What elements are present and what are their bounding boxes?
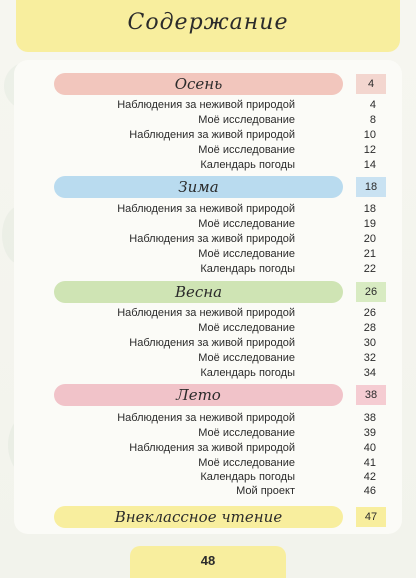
toc-entry[interactable] bbox=[60, 366, 390, 380]
toc-entry[interactable] bbox=[60, 470, 390, 484]
toc-entry[interactable] bbox=[60, 456, 390, 470]
season-heading-extra-reading[interactable]: Внеклассное чтение bbox=[54, 506, 343, 528]
toc-entry[interactable] bbox=[60, 411, 390, 425]
season-page-badge-spring: 26 bbox=[356, 282, 386, 302]
toc-entry-page: 26 bbox=[363, 307, 376, 319]
toc-entry[interactable] bbox=[60, 158, 390, 172]
toc-entry-text: Моё исследование bbox=[198, 114, 295, 126]
toc-entry[interactable] bbox=[60, 247, 390, 261]
toc-entry-text: Моё исследование bbox=[198, 248, 295, 260]
toc-entry[interactable] bbox=[60, 128, 390, 142]
toc-entry-page: 34 bbox=[363, 367, 376, 379]
toc-entry-text: Наблюдения за неживой природой bbox=[117, 99, 295, 111]
page-title: Содержание bbox=[127, 10, 289, 35]
toc-entry[interactable] bbox=[60, 321, 390, 335]
toc-entry[interactable] bbox=[60, 232, 390, 246]
toc-entry-text: Наблюдения за живой природой bbox=[129, 442, 295, 454]
toc-entry-text: Наблюдения за живой природой bbox=[129, 129, 295, 141]
toc-entry-text: Мой проект bbox=[236, 485, 295, 497]
toc-entry[interactable] bbox=[60, 98, 390, 112]
toc-entry-page: 8 bbox=[369, 114, 376, 126]
season-heading-autumn[interactable]: Осень bbox=[54, 73, 343, 95]
toc-entry-page: 21 bbox=[363, 248, 376, 260]
toc-entry-page: 32 bbox=[363, 352, 376, 364]
toc-entry-page: 14 bbox=[363, 159, 376, 171]
toc-entry-text: Календарь погоды bbox=[200, 471, 295, 483]
toc-entry-page: 19 bbox=[363, 218, 376, 230]
toc-entry[interactable] bbox=[60, 306, 390, 320]
toc-entry-text: Моё исследование bbox=[198, 427, 295, 439]
toc-entry-page: 40 bbox=[363, 442, 376, 454]
toc-entry[interactable] bbox=[60, 441, 390, 455]
toc-entry[interactable] bbox=[60, 351, 390, 365]
toc-entry-page: 39 bbox=[363, 427, 376, 439]
toc-entry-text: Календарь погоды bbox=[200, 367, 295, 379]
season-page-badge-extra-reading: 47 bbox=[356, 507, 386, 527]
toc-entry[interactable] bbox=[60, 202, 390, 216]
toc-entry-page: 20 bbox=[363, 233, 376, 245]
page-number: 48 bbox=[200, 553, 216, 568]
toc-entry-text: Календарь погоды bbox=[200, 263, 295, 275]
toc-entry[interactable] bbox=[60, 143, 390, 157]
toc-entry-page: 4 bbox=[369, 99, 376, 111]
toc-entry-page: 28 bbox=[363, 322, 376, 334]
toc-entry-page: 38 bbox=[363, 412, 376, 424]
toc-entry[interactable] bbox=[60, 426, 390, 440]
toc-entry-page: 12 bbox=[363, 144, 376, 156]
season-page-badge-winter: 18 bbox=[356, 177, 386, 197]
toc-entry[interactable] bbox=[60, 484, 390, 498]
toc-entry-text: Календарь погоды bbox=[200, 159, 295, 171]
season-page-badge-autumn: 4 bbox=[356, 74, 386, 94]
toc-entry-page: 30 bbox=[363, 337, 376, 349]
toc-entry-page: 22 bbox=[363, 263, 376, 275]
toc-entry[interactable] bbox=[60, 217, 390, 231]
toc-entry-text: Наблюдения за живой природой bbox=[129, 233, 295, 245]
toc-entry-text: Наблюдения за неживой природой bbox=[117, 412, 295, 424]
season-heading-spring[interactable]: Весна bbox=[54, 281, 343, 303]
toc-entry-page: 46 bbox=[363, 485, 376, 497]
toc-entry-text: Моё исследование bbox=[198, 352, 295, 364]
toc-entry-text: Моё исследование bbox=[198, 218, 295, 230]
toc-entry[interactable] bbox=[60, 113, 390, 127]
toc-entry-text: Наблюдения за живой природой bbox=[129, 337, 295, 349]
toc-entry[interactable] bbox=[60, 336, 390, 350]
toc-entry-text: Моё исследование bbox=[198, 322, 295, 334]
toc-entry[interactable] bbox=[60, 262, 390, 276]
toc-entry-page: 10 bbox=[363, 129, 376, 141]
toc-entry-page: 18 bbox=[363, 203, 376, 215]
toc-entry-page: 42 bbox=[363, 471, 376, 483]
toc-entry-text: Моё исследование bbox=[198, 144, 295, 156]
toc-entry-page: 41 bbox=[363, 457, 376, 469]
season-page-badge-summer: 38 bbox=[356, 385, 386, 405]
toc-entry-text: Наблюдения за неживой природой bbox=[117, 203, 295, 215]
season-heading-summer[interactable]: Лето bbox=[54, 384, 343, 406]
toc-entry-text: Наблюдения за неживой природой bbox=[117, 307, 295, 319]
toc-entry-text: Моё исследование bbox=[198, 457, 295, 469]
season-heading-winter[interactable]: Зима bbox=[54, 176, 343, 198]
